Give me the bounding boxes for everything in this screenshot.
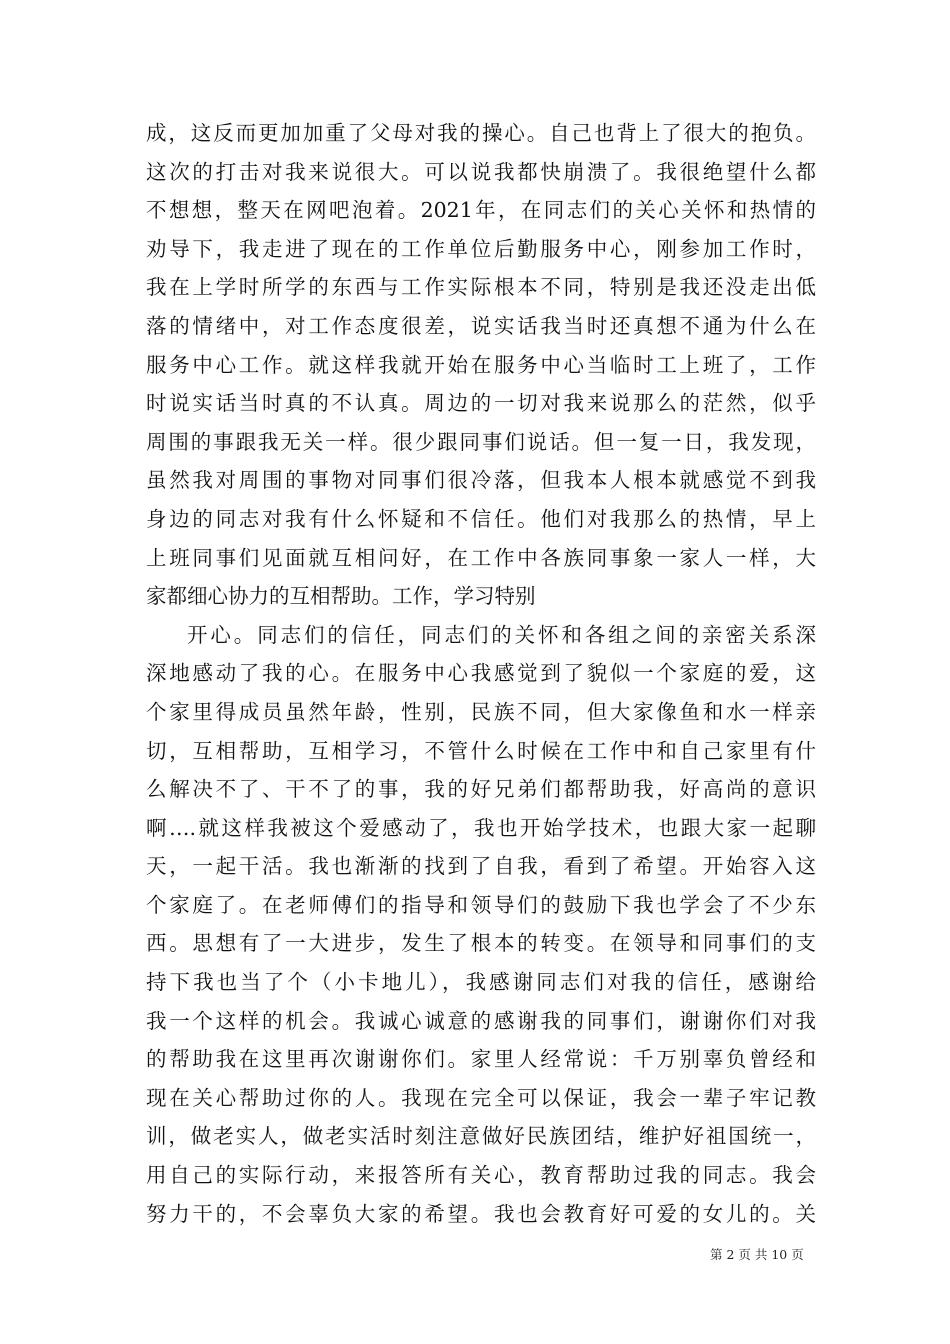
text-line: 持下我也当了个（小卡地儿），我感谢同志们对我的信任，感谢给 [146, 970, 816, 995]
text-line: 西。思想有了一大进步，发生了根本的转变。在领导和同事们的支 [146, 931, 816, 956]
text-line: 这次的打击对我来说很大。可以说我都快崩溃了。我很绝望什么都 [146, 159, 816, 184]
text-line: 训，做老实人，做老实活时刻注意做好民族团结，维护好祖国统一， [146, 1124, 816, 1149]
text-line: 成，这反而更加加重了父母对我的操心。自己也背上了很大的抱负。 [146, 121, 816, 145]
text-line: 的帮助我在这里再次谢谢你们。家里人经常说：千万别辜负曾经和 [146, 1047, 816, 1072]
text-line: 开心。同志们的信任，同志们的关怀和各组之间的亲密关系深 [187, 622, 816, 647]
text-line: 我在上学时所学的东西与工作实际根本不同，特别是我还没走出低 [146, 275, 816, 300]
paragraph-1 [146, 114, 816, 616]
text-line: 个家里得成员虽然年龄，性别，民族不同，但大家像鱼和水一样亲 [146, 699, 816, 724]
text-line: 我一个这样的机会。我诚心诚意的感谢我的同事们，谢谢你们对我 [146, 1008, 816, 1033]
text-line: 周围的事跟我无关一样。很少跟同事们说话。但一复一日，我发现， [146, 429, 816, 454]
text-line: 身边的同志对我有什么怀疑和不信任。他们对我那么的热情，早上 [146, 506, 816, 531]
text-line: 不想想，整天在网吧泡着。2021年，在同志们的关心关怀和热情的 [146, 198, 816, 223]
text-line: 劝导下，我走进了现在的工作单位后勤服务中心，刚参加工作时， [146, 236, 816, 261]
text-line: 家都细心协力的互相帮助。工作，学习特别 [146, 584, 536, 609]
text-line: 服务中心工作。就这样我就开始在服务中心当临时工上班了，工作 [146, 352, 816, 377]
text-line: 啊….就这样我被这个爱感动了，我也开始学技术，也跟大家一起聊 [146, 815, 816, 840]
text-line: 深地感动了我的心。在服务中心我感觉到了貌似一个家庭的爱，这 [146, 661, 816, 686]
body-text [146, 114, 816, 1233]
text-line: 努力干的，不会辜负大家的希望。我也会教育好可爱的女儿的。关 [146, 1201, 816, 1226]
text-line: 切，互相帮助，互相学习，不管什么时候在工作中和自己家里有什 [146, 738, 816, 763]
text-line: 时说实话当时真的不认真。周边的一切对我来说那么的茫然，似乎 [146, 391, 816, 416]
text-line: 用自己的实际行动，来报答所有关心，教育帮助过我的同志。我会 [146, 1163, 816, 1188]
page-number-footer: 第 2 页 共 10 页 [710, 1247, 804, 1262]
paragraph-2 [146, 616, 816, 1234]
text-line: 上班同事们见面就互相问好，在工作中各族同事象一家人一样，大 [146, 545, 816, 570]
text-line: 现在关心帮助过你的人。我现在完全可以保证，我会一辈子牢记教 [146, 1085, 816, 1110]
text-line: 天，一起干活。我也渐渐的找到了自我，看到了希望。开始容入这 [146, 854, 816, 879]
text-line: 落的情绪中，对工作态度很差，说实话我当时还真想不通为什么在 [146, 313, 816, 338]
text-line: 虽然我对周围的事物对同事们很冷落，但我本人根本就感觉不到我 [146, 468, 816, 493]
text-line: 个家庭了。在老师傅们的指导和领导们的鼓励下我也学会了不少东 [146, 892, 816, 917]
text-line: 么解决不了、干不了的事，我的好兄弟们都帮助我，好高尚的意识 [146, 777, 816, 802]
